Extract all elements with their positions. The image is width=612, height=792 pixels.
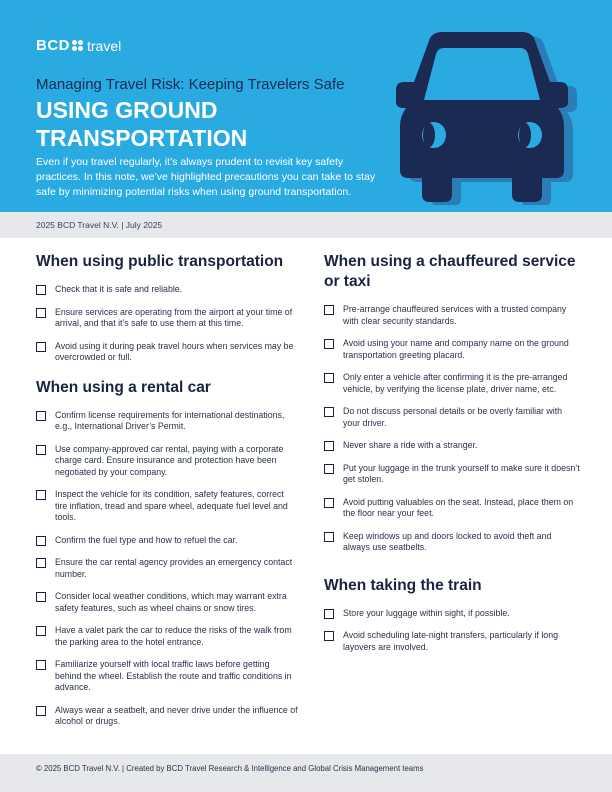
checkbox[interactable] xyxy=(36,285,46,295)
checklist-item-text: Pre-arrange chauffeured services with a trusted company with clear security standards. xyxy=(343,304,567,326)
checkbox[interactable] xyxy=(36,558,46,568)
checkbox[interactable] xyxy=(324,464,334,474)
checklist-item-text: Check that it is safe and reliable. xyxy=(55,284,183,294)
checklist-item-text: Consider local weather conditions, which may warrant extra safety features, such as wheel chains or snow tires. xyxy=(55,591,287,613)
logo-bcd-text: BCD xyxy=(36,37,70,54)
checklist-item-text: Never share a ride with a stranger. xyxy=(343,440,478,450)
checklist-item xyxy=(36,284,298,296)
checklist-item-text: Ensure services are operating from the airport at your time of arrival, and that it’s safe to use them at this time. xyxy=(55,306,293,328)
checkbox[interactable] xyxy=(324,305,334,315)
car-front-icon xyxy=(382,30,582,205)
logo-dots-icon xyxy=(71,40,83,52)
section-train xyxy=(324,576,580,654)
intro-paragraph: Even if you travel regularly, it’s always prudent to revisit key safety practices. In this note, we’ve highlighted precautions you can take to stay safe by minimizing potential risks when using ground transportation. xyxy=(36,156,376,198)
checklist-item xyxy=(324,497,580,520)
footer xyxy=(0,754,612,792)
checklist-item-text: Put your luggage in the trunk yourself to make sure it doesn’t get stolen. xyxy=(343,462,580,484)
checkbox[interactable] xyxy=(36,411,46,421)
checkbox[interactable] xyxy=(36,626,46,636)
checklist-item-text: Avoid using your name and company name on the ground transportation greeting placard. xyxy=(343,338,569,360)
checklist-item xyxy=(36,489,298,524)
checklist-item xyxy=(36,705,298,728)
right-column xyxy=(324,252,580,667)
checkbox[interactable] xyxy=(36,706,46,716)
checklist-item xyxy=(36,535,298,547)
checkbox[interactable] xyxy=(324,532,334,542)
checklist-item-text: Ensure the car rental agency provides an emergency contact number. xyxy=(55,557,293,579)
checkbox[interactable] xyxy=(324,498,334,508)
checklist-item-text: Have a valet park the car to reduce the risks of the walk from the parking area to the hotel entrance. xyxy=(55,625,292,647)
checklist-item xyxy=(324,608,580,620)
section-title: When using a rental car xyxy=(36,378,211,396)
checklist-item-text: Store your luggage within sight, if possible. xyxy=(343,607,510,618)
checklist-item-text: Do not discuss personal details or be overly familiar with your driver. xyxy=(343,406,563,428)
checklist-item-text: Use company-approved car rental, paying with a corporate charge card. Ensure insurance and protection have been negotiated by your company. xyxy=(55,443,284,477)
checklist-item xyxy=(36,591,298,614)
checkbox[interactable] xyxy=(36,445,46,455)
checkbox[interactable] xyxy=(36,342,46,352)
checklist-item xyxy=(36,410,298,433)
checkbox[interactable] xyxy=(324,631,334,641)
page-subtitle: Managing Travel Risk: Keeping Travelers Safe xyxy=(36,76,345,93)
checklist-item-text: Only enter a vehicle after confirming it is the pre-arranged vehicle, by verifying the license plate, driver name, etc. xyxy=(343,372,568,394)
section-title: When taking the train xyxy=(324,576,482,594)
publication-date: 2025 BCD Travel N.V. | July 2025 xyxy=(36,220,163,230)
checklist-item xyxy=(36,557,298,580)
checklist-item-text: Avoid putting valuables on the seat. Instead, place them on the floor near your feet. xyxy=(343,496,574,518)
checklist-item xyxy=(324,338,580,361)
checklist-item xyxy=(36,444,298,479)
checklist-item-text: Always wear a seatbelt, and never drive under the influence of alcohol or drugs. xyxy=(55,704,298,726)
checkbox[interactable] xyxy=(324,373,334,383)
section-title: When using public transportation xyxy=(36,253,284,270)
checkbox[interactable] xyxy=(36,592,46,602)
bcd-travel-logo xyxy=(36,37,121,54)
section-rental-car xyxy=(36,378,298,728)
checklist-item xyxy=(36,659,298,694)
checklist-item-text: Confirm license requirements for international destinations, e.g., International Driver’s Permit. xyxy=(55,409,285,431)
checklist-item-text: Confirm the fuel type and how to refuel the car. xyxy=(55,534,238,545)
meta-bar xyxy=(0,212,612,238)
checkbox[interactable] xyxy=(36,308,46,318)
checklist-item-text: Avoid scheduling late-night transfers, particularly if long layovers are involved. xyxy=(343,630,558,652)
checklist-item xyxy=(324,440,580,452)
footer-copyright: © 2025 BCD Travel N.V. | Created by BCD Travel Research & Intelligence and Global Crisis Management teams xyxy=(36,764,424,773)
checkbox[interactable] xyxy=(324,609,334,619)
checkbox[interactable] xyxy=(324,441,334,451)
checkbox[interactable] xyxy=(36,660,46,670)
checkbox[interactable] xyxy=(324,407,334,417)
page-title: USING GROUND TRANSPORTATION xyxy=(36,97,248,151)
checklist-item xyxy=(36,341,298,364)
checklist-item xyxy=(324,630,580,653)
checklist-item-text: Keep windows up and doors locked to avoid theft and always use seatbelts. xyxy=(343,530,552,552)
section-public-transportation xyxy=(36,252,298,364)
checklist-item xyxy=(324,406,580,429)
left-column xyxy=(36,252,298,742)
checklist-item xyxy=(324,372,580,395)
checklist-item xyxy=(36,625,298,648)
logo-travel-text: travel xyxy=(87,37,122,54)
checkbox[interactable] xyxy=(36,536,46,546)
checkbox[interactable] xyxy=(324,339,334,349)
checklist-item-text: Avoid using it during peak travel hours when services may be overcrowded or full. xyxy=(55,340,294,362)
header-banner xyxy=(0,0,612,212)
section-chauffeured-service xyxy=(324,252,580,554)
checklist-item xyxy=(324,531,580,554)
section-title: When using a chauffeured service or taxi xyxy=(324,253,576,290)
checklist-item-text: Familiarize yourself with local traffic laws before getting behind the wheel. Establish the route and traffic conditions in advance. xyxy=(55,659,292,692)
checklist-item-text: Inspect the vehicle for its condition, safety features, correct tire inflation, tread and spare wheel, adequate fuel level and tools. xyxy=(55,489,288,522)
checkbox[interactable] xyxy=(36,490,46,500)
checklist-item xyxy=(324,304,580,327)
checklist-item xyxy=(324,463,580,486)
checklist-item xyxy=(36,307,298,330)
